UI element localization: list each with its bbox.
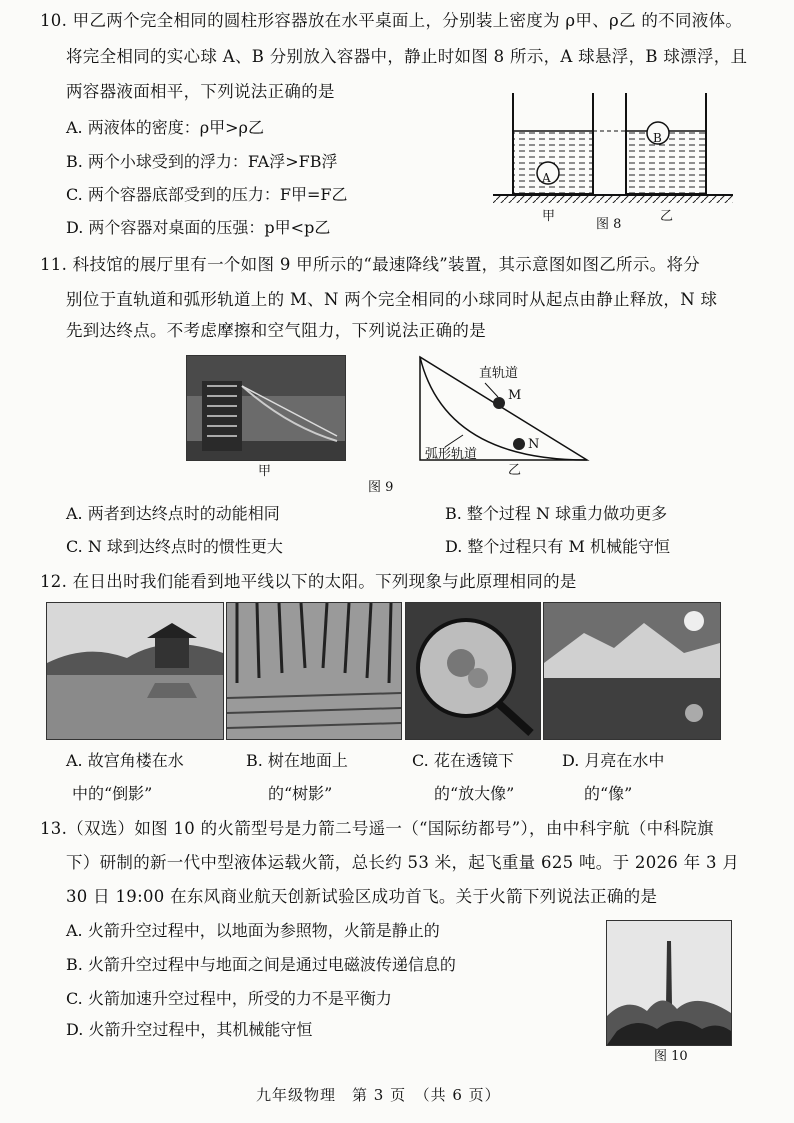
page-footer: 九年级物理 第 3 页 （共 6 页） bbox=[256, 1086, 501, 1104]
ball-n bbox=[513, 438, 525, 450]
q12-option-d-line-1: D. 月亮在水中 bbox=[562, 751, 665, 770]
q12-line: 12. 在日出时我们能看到地平线以下的太阳。下列现象与此原理相同的是 bbox=[40, 572, 577, 591]
q13-option-b: B. 火箭升空过程中与地面之间是通过电磁波传递信息的 bbox=[66, 955, 456, 974]
q11-line-3: 先到达终点。不考虑摩擦和空气阻力，下列说法正确的是 bbox=[66, 321, 486, 340]
q13-line-3: 30 日 19:00 在东风商业航天创新试验区成功首飞。关于火箭下列说法正确的是 bbox=[66, 887, 658, 906]
ball-m bbox=[493, 397, 505, 409]
q10-line-2: 将完全相同的实心球 A、B 分别放入容器中，静止时如图 8 所示，A 球悬浮，B 球漂浮，且 bbox=[66, 47, 748, 66]
ball-m-label: M bbox=[508, 388, 522, 403]
q12-option-b-line-2: 的“树影” bbox=[268, 784, 333, 803]
q12-option-c-line-1: C. 花在透镜下 bbox=[412, 751, 514, 770]
q13-option-d: D. 火箭升空过程中，其机械能守恒 bbox=[66, 1020, 313, 1039]
straight-track-label: 直轨道 bbox=[479, 366, 519, 381]
table-surface bbox=[493, 196, 733, 203]
figure-9-photo bbox=[186, 355, 346, 461]
q12-option-c-line-2: 的“放大像” bbox=[434, 784, 515, 803]
q13-option-a: A. 火箭升空过程中，以地面为参照物，火箭是静止的 bbox=[66, 921, 440, 940]
q13-line-1: 13.（双选）如图 10 的火箭型号是力箭二号遥一（“国际纺都号”），由中科宇航（中科院旗 bbox=[40, 819, 714, 838]
q12-option-a-line-2: 中的“倒影” bbox=[72, 784, 153, 803]
ball-a-label: A bbox=[542, 171, 551, 185]
q10-option-b: B. 两个小球受到的浮力：FA浮>FB浮 bbox=[66, 152, 338, 171]
q12-option-d-line-2: 的“像” bbox=[584, 784, 633, 803]
q11-line-1: 11. 科技馆的展厅里有一个如图 9 甲所示的“最速降线”装置，其示意图如图乙所示。将分 bbox=[40, 255, 701, 274]
figure-8 bbox=[488, 88, 738, 238]
q11-option-a: A. 两者到达终点时的动能相同 bbox=[66, 504, 280, 523]
q12-photo-c bbox=[405, 602, 541, 740]
q11-option-c: C. N 球到达终点时的惯性更大 bbox=[66, 537, 283, 556]
q12-photo-a bbox=[46, 602, 224, 740]
figure-10-photo bbox=[606, 920, 732, 1046]
figure-9-diagram-label: 乙 bbox=[508, 463, 522, 478]
container-right-label: 乙 bbox=[660, 209, 674, 224]
q10-line-1: 10. 甲乙两个完全相同的圆柱形容器放在水平桌面上，分别装上密度为 ρ甲、ρ乙 的不同液体。 bbox=[40, 11, 743, 30]
q12-option-a-line-1: A. 故宫角楼在水 bbox=[66, 751, 184, 770]
q12-photo-d bbox=[543, 602, 721, 740]
q10-option-d: D. 两个容器对桌面的压强：p甲<p乙 bbox=[66, 218, 331, 237]
q11-option-b: B. 整个过程 N 球重力做功更多 bbox=[445, 504, 668, 523]
container-left-label: 甲 bbox=[542, 209, 556, 224]
q13-line-2: 下）研制的新一代中型液体运载火箭，总长约 53 米，起飞重量 625 吨。于 2026 年 3 月 bbox=[66, 853, 740, 872]
q13-option-c: C. 火箭加速升空过程中，所受的力不是平衡力 bbox=[66, 989, 392, 1008]
figure-9-caption: 图 9 bbox=[368, 480, 394, 495]
figure-9-diagram bbox=[415, 355, 595, 465]
figure-10-caption: 图 10 bbox=[654, 1049, 688, 1064]
figure-8-diagram bbox=[488, 88, 738, 238]
q10-option-c: C. 两个容器底部受到的压力：F甲=F乙 bbox=[66, 185, 348, 204]
ball-b-label: B bbox=[653, 131, 662, 145]
figure-9-photo-label: 甲 bbox=[258, 464, 272, 479]
figure-8-caption: 图 8 bbox=[596, 217, 622, 232]
q10-line-3: 两容器液面相平，下列说法正确的是 bbox=[66, 82, 335, 101]
q12-photo-b bbox=[226, 602, 402, 740]
q11-line-2: 别位于直轨道和弧形轨道上的 M、N 两个完全相同的小球同时从起点由静止释放，N 球 bbox=[66, 290, 718, 309]
arc-track-label: 弧形轨道 bbox=[425, 447, 478, 462]
q12-option-b-line-1: B. 树在地面上 bbox=[246, 751, 348, 770]
q10-option-a: A. 两液体的密度：ρ甲>ρ乙 bbox=[66, 118, 264, 137]
q11-option-d: D. 整个过程只有 M 机械能守恒 bbox=[445, 537, 670, 556]
ball-n-label: N bbox=[528, 437, 540, 452]
